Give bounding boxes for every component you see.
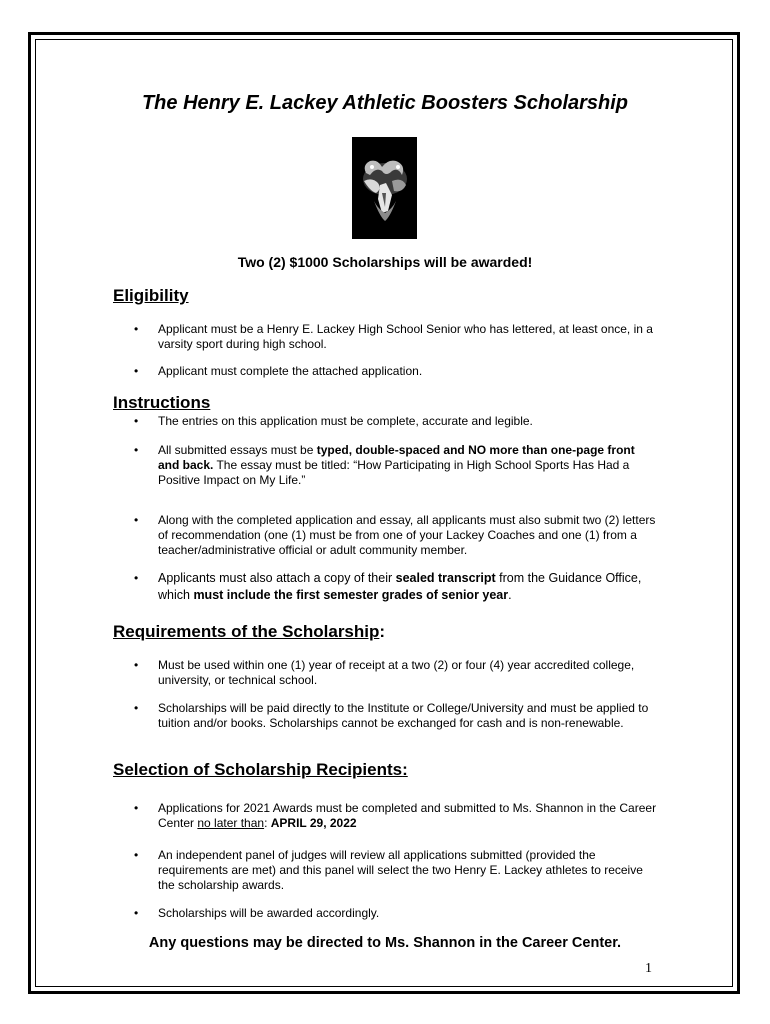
list-item: • Applicants must also attach a copy of their sealed transcript from the Guidance Office, which must include the first semester grades of senior year.	[134, 571, 642, 602]
page-number: 1	[645, 961, 652, 976]
eligibility-heading: Eligibility	[113, 286, 189, 305]
list-item: • Along with the completed application and essay, all applicants must also submit two (2) letters of recommendation (one (1) must be from one of your Lackey Coaches and one (1) from a teacher/administrative official or adult community member.	[134, 513, 656, 557]
selection-heading: Selection of Scholarship Recipients:	[113, 760, 408, 779]
list-item: • Applicant must complete the attached application.	[134, 364, 423, 378]
knight-logo-icon	[352, 137, 417, 239]
list-item: • All submitted essays must be typed, double-spaced and NO more than one-page front and back. The essay must be titled: “How Participating in High School Sports Has Had a Positive Impact on My Life.”	[134, 443, 635, 487]
instructions-heading: Instructions	[113, 393, 211, 412]
list-item: • Applications for 2021 Awards must be completed and submitted to Ms. Shannon in the Career Center no later than: APRIL 29, 2022	[134, 801, 657, 830]
list-item: • An independent panel of judges will review all applications submitted (provided the requirements are met) and this panel will select the two Henry E. Lackey athletes to receive the scholarship awards.	[134, 848, 643, 892]
list-item: • Scholarships will be awarded accordingly.	[134, 906, 380, 920]
eligibility-list	[113, 322, 658, 379]
page-title: The Henry E. Lackey Athletic Boosters Scholarship	[141, 92, 629, 114]
list-item: • The entries on this application must be complete, accurate and legible.	[134, 414, 533, 428]
list-item: • Must be used within one (1) year of receipt at a two (2) or four (4) year accredited college, university, or technical school.	[134, 658, 635, 687]
closing-note: Any questions may be directed to Ms. Shannon in the Career Center.	[148, 935, 622, 951]
requirements-list	[113, 658, 658, 731]
list-item: • Scholarships will be paid directly to the Institute or College/University and must be applied to tuition and/or books. Scholarships cannot be exchanged for cash and is non-renewable.	[134, 701, 649, 730]
scholarship-subtitle: Two (2) $1000 Scholarships will be awarded!	[237, 254, 533, 270]
requirements-heading: Requirements of the Scholarship:	[113, 622, 386, 641]
selection-list	[113, 801, 658, 921]
instructions-list	[113, 414, 658, 604]
list-item: • Applicant must be a Henry E. Lackey High School Senior who has lettered, at least once, in a varsity sport during high school.	[134, 322, 653, 351]
